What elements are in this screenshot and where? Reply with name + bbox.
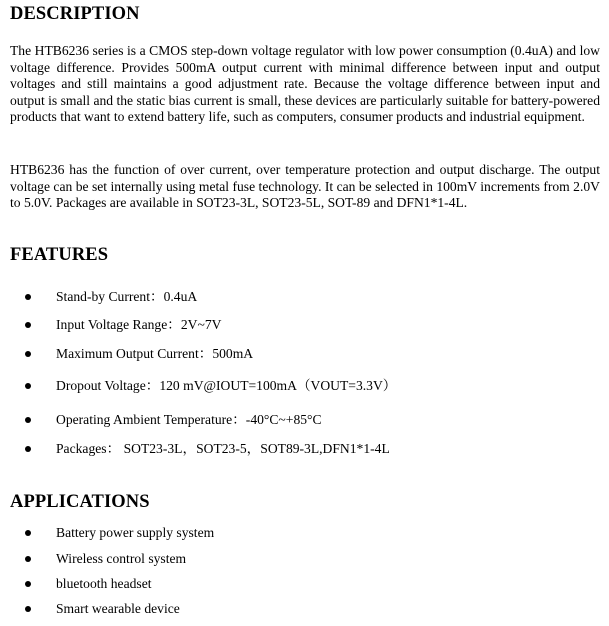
features-heading: FEATURES — [10, 245, 109, 265]
bullet-icon — [25, 417, 31, 423]
bullet-icon — [25, 322, 31, 328]
bullet-icon — [25, 446, 31, 452]
list-item — [10, 377, 600, 395]
applications-heading: APPLICATIONS — [10, 492, 150, 512]
list-item — [10, 550, 600, 568]
description-paragraph-2: HTB6236 has the function of over current, over temperature protection and output discharge. The output voltage can be set internally using metal fuse technology. It can be selected in 100mV increments from 2.0V to 5.0V. Packages are available in SOT23-3L, SOT23-5L, SOT-89 and DFN1*1-4L. — [10, 162, 600, 211]
bullet-icon — [25, 581, 31, 587]
list-item — [10, 316, 600, 334]
bullet-icon — [25, 530, 31, 536]
list-item — [10, 345, 600, 363]
bullet-icon — [25, 294, 31, 300]
description-paragraph-1: The HTB6236 series is a CMOS step-down voltage regulator with low power consumption (0.4uA) and low voltage difference. Provides 500mA output current with minimal difference between input and output voltages and still maintains a good adjustment rate. Because the voltage difference between input and output is small and the static bias current is small, these devices are particularly suitable for battery-powered products that want to extend battery life, such as computers, consumer products and industrial equipment. — [10, 43, 601, 125]
bullet-icon — [25, 351, 31, 357]
bullet-icon — [25, 383, 31, 389]
bullet-icon — [25, 606, 31, 612]
feature-text: Packages： SOT23-3L，SOT23-5，SOT89-3L,DFN1*1-4L — [56, 441, 390, 456]
list-item — [10, 288, 600, 306]
list-item — [10, 524, 600, 542]
application-text: Battery power supply system — [56, 525, 215, 540]
list-item — [10, 440, 600, 458]
list-item — [10, 575, 600, 593]
feature-text: Stand-by Current：0.4uA — [56, 289, 198, 304]
feature-text: Dropout Voltage：120 mV@IOUT=100mA（VOUT=3.3V） — [56, 378, 397, 393]
list-item — [10, 600, 600, 618]
description-heading: DESCRIPTION — [10, 4, 140, 24]
application-text: Smart wearable device — [56, 601, 180, 616]
feature-text: Input Voltage Range：2V~7V — [56, 317, 222, 332]
list-item — [10, 411, 600, 429]
feature-text: Operating Ambient Temperature：-40°C~+85°C — [56, 412, 322, 427]
feature-text: Maximum Output Current：500mA — [56, 346, 254, 361]
bullet-icon — [25, 556, 31, 562]
application-text: bluetooth headset — [56, 576, 152, 591]
application-text: Wireless control system — [56, 551, 187, 566]
